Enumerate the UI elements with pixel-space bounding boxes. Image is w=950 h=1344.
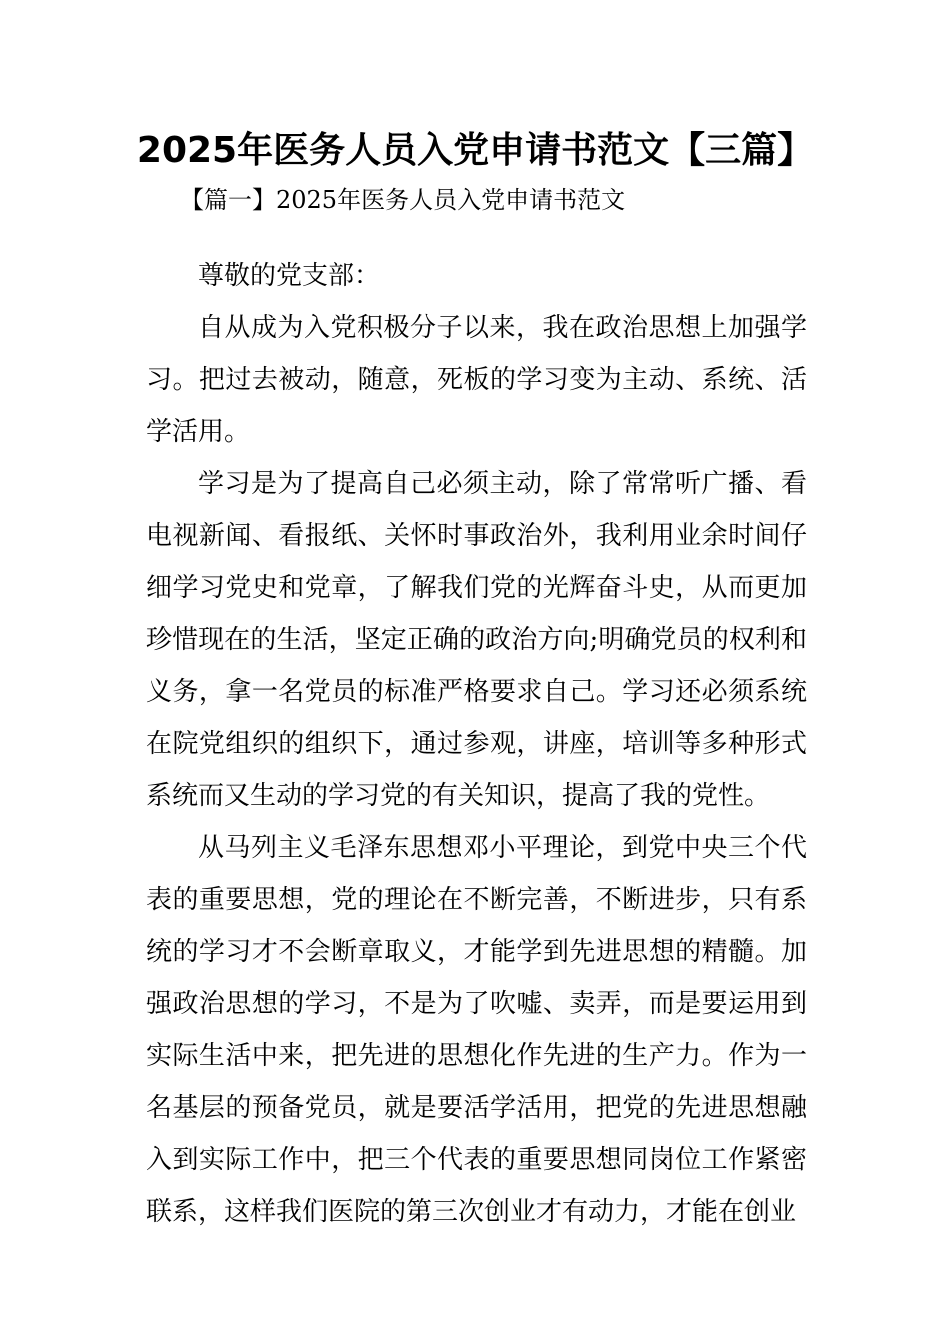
salutation: 尊敬的党支部： xyxy=(198,261,381,291)
letter-body xyxy=(146,250,807,1238)
paragraph-3: 从马列主义毛泽东思想邓小平理论，到党中央三个代表的重要思想，党的理论在不断完善，不断进步，只有系统的学习才不会断章取义，才能学到先进思想的精髓。加强政治思想的学习，不是为了吹嘘、卖弄，而是要运用到实际生活中来，把先进的思想化作先进的生产力。作为一名基层的预备党员，就是要活学活用，把党的先进思想融入到实际工作中，把三个代表的重要思想同岗位工作紧密联系，这样我们医院的第三次创业才有动力，才能在创业 xyxy=(146,833,807,1227)
paragraph-2: 学习是为了提高自己必须主动，除了常常听广播、看电视新闻、看报纸、关怀时事政治外，我利用业余时间仔细学习党史和党章，了解我们党的光辉奋斗史，从而更加珍惜现在的生活，坚定正确的政治方向;明确党员的权利和义务，拿一名党员的标准严格要求自己。学习还必须系统在院党组织的组织下，通过参观，讲座，培训等多种形式系统而又生动的学习党的有关知识，提高了我的党性。 xyxy=(146,469,807,811)
document-title: 2025年医务人员入党申请书范文【三篇】 xyxy=(136,130,814,171)
section-heading: 【篇一】2025年医务人员入党申请书范文 xyxy=(180,186,626,214)
paragraph-1: 自从成为入党积极分子以来，我在政治思想上加强学习。把过去被动，随意，死板的学习变为主动、系统、活学活用。 xyxy=(146,313,807,447)
